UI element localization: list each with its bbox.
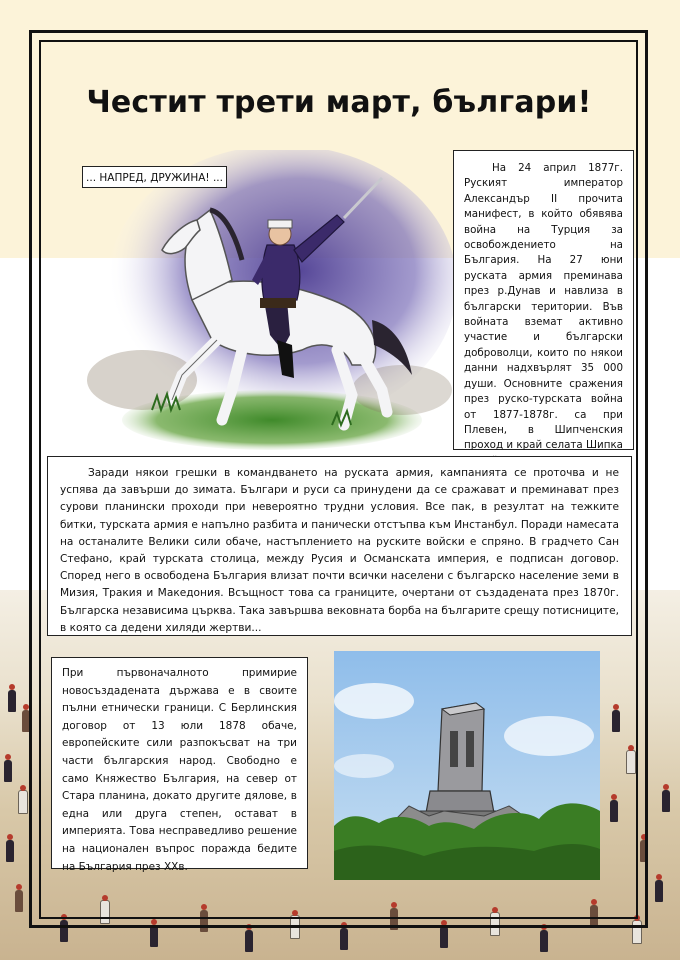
soldier-figure xyxy=(245,930,253,952)
soldier-figure xyxy=(340,928,348,950)
text-box-bottom xyxy=(51,657,308,873)
soldier-figure xyxy=(4,760,12,782)
soldier-figure xyxy=(15,890,23,912)
illustration-caption: ... НАПРЕД, ДРУЖИНА! ... xyxy=(82,166,227,188)
text-box-right xyxy=(453,150,634,450)
soldier-figure xyxy=(662,790,670,812)
cavalry-officer-illustration xyxy=(82,150,462,455)
paragraph-campaign: Заради някои грешки в командването на руската армия, кампанията се проточва и не успява да завърши до зимата. Българи и руси са принудени да се сражават и преминават през сурови планински проходи при невероятно трудни условия. Все пак, в резултат на тежките битки, турската армия е напълно разбита и панически отстъпва към Инстанбул. Поради намесата на останалите Велики сили обаче, настъплението на руските войски е спряно. В градчето Сан Стефано, край турската столица, между Русия и Османската империя, е подписан договор. Според него в освободена България влизат почти всички населени с българско население земи в Мизия, Тракия и Македония. Всъщност това са границите, очертани от създадената през 1870г. Българска независима църква. Така завършва вековната борба на българите срещу потисниците, в която са дедени хиляди жертви... xyxy=(60,467,619,634)
cloud xyxy=(334,683,414,719)
soldier-figure xyxy=(18,790,28,814)
text-box-middle xyxy=(47,456,632,636)
shipka-monument-illustration xyxy=(334,651,600,880)
page-title: Честит трети март, българи! xyxy=(86,85,592,120)
cloud xyxy=(334,754,394,778)
soldier-figure xyxy=(8,690,16,712)
soldier-figure xyxy=(150,925,158,947)
soldier-figure xyxy=(540,930,548,952)
paragraph-war-declaration: На 24 април 1877г. Руският император Александър II прочита манифест, в който обявява война на Турция за освобождението на България. На 27 юни руската армия преминава през р.Дунав и навлиза в български територии. Във войната вземат активно участие и български доброволци, които по някои данни надхвърлят 35 000 души. Основните сражения през руско-турската война от 1877-1878г. са при Плевен, в Шипченския проход и край селата Шипка xyxy=(464,162,623,452)
soldier-figure xyxy=(6,840,14,862)
paragraph-berlin-treaty: При първоначалното примирие новосъздадената държава е в своите пълни етнически граници. С Берлинския договор от 13 юли 1878 обаче, европейските сили разпокъсват на три части българския народ. Свободно е само Княжество България, на север от Стара планина, докато другите дялове, в една или друга степен, остават в империята. Това несправедливо решение на национален въпрос поражда бедите на България през XXв. xyxy=(62,667,297,873)
forest-shadow xyxy=(334,844,600,880)
soldier-figure xyxy=(440,926,448,948)
soldier-figure xyxy=(655,880,663,902)
cloud xyxy=(504,716,594,756)
